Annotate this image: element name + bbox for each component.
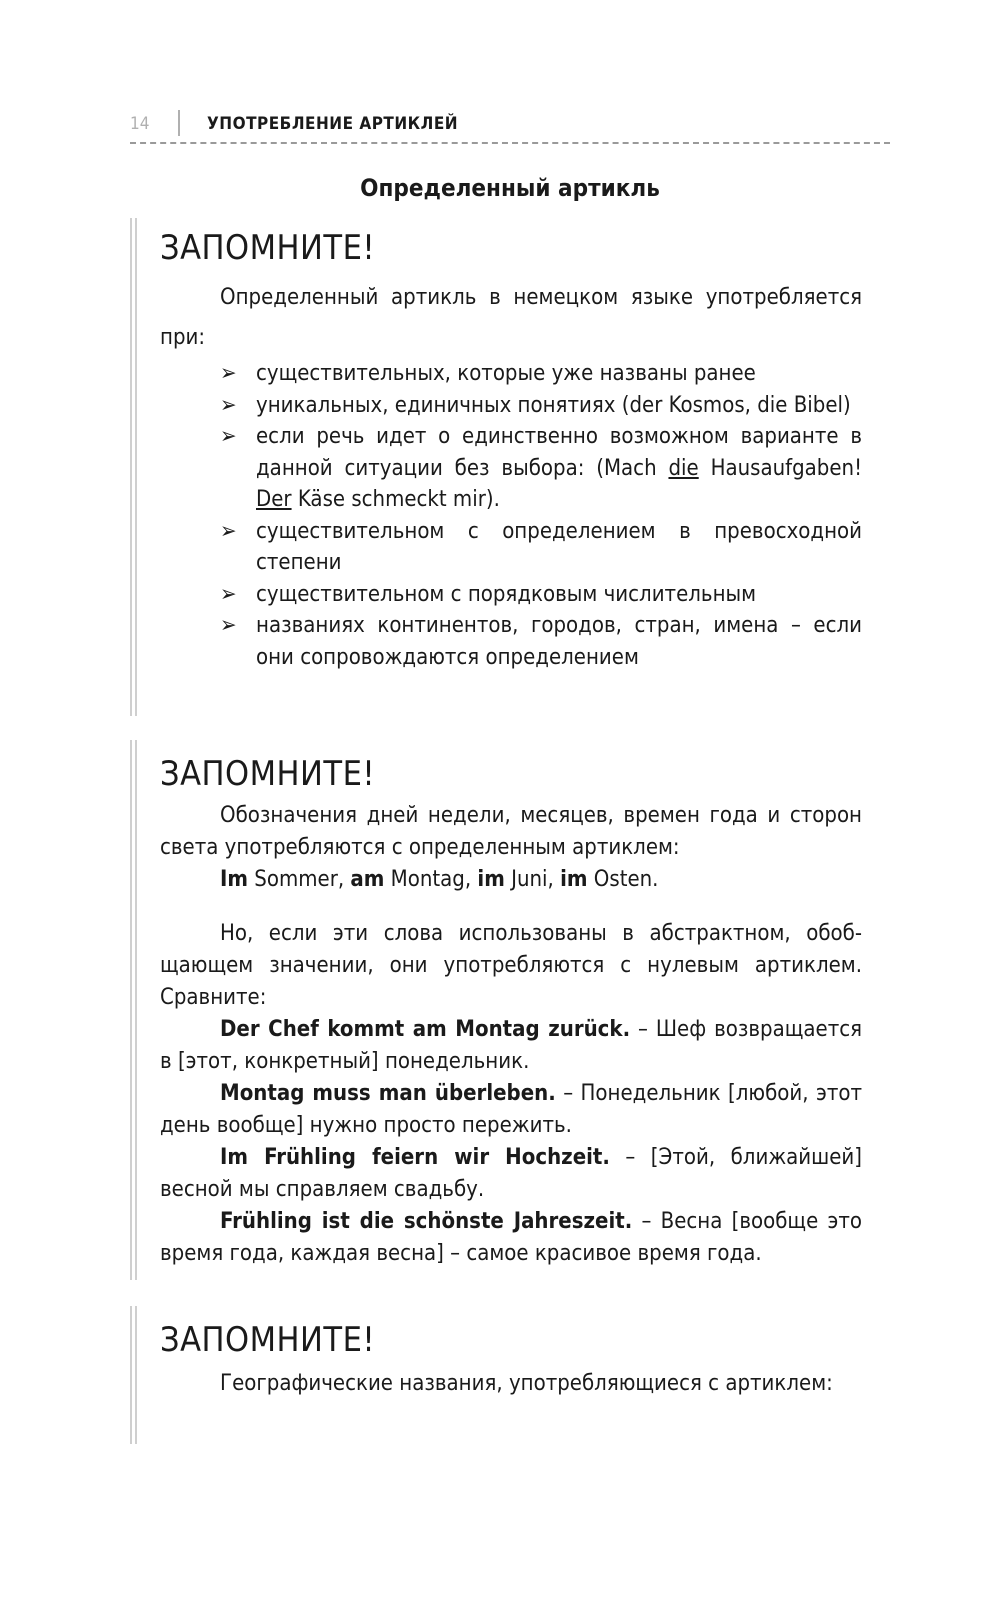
- remember-box-geographic-names: [130, 1306, 870, 1444]
- arrow-bullet-icon: ➢: [220, 392, 237, 418]
- box-heading: ЗАПОМНИТЕ!: [160, 228, 376, 268]
- box-side-bar: [130, 218, 137, 716]
- comparison-example: Im Frühling feiern wir Hochzeit. – [Этой, ближайшей] весной мы справляем свадьбу.: [160, 1145, 863, 1202]
- list-item: ➢ существительных, которые уже названы ранее: [160, 358, 862, 390]
- note-paragraph: Но, если эти слова использованы в абстрактном, обобщающем значении, они употребляются с нулевым артиклем. Сравните:: [160, 921, 862, 1010]
- list-item: ➢ названиях континентов, городов, стран, имена – если они сопровождаются определением: [160, 610, 862, 673]
- list-item: ➢ существительном с порядковым числительным: [160, 579, 862, 611]
- box-heading: ЗАПОМНИТЕ!: [160, 754, 376, 794]
- arrow-bullet-icon: ➢: [220, 613, 237, 638]
- box-intro: Определенный артикль в немецком языке употребляется при:: [160, 285, 862, 350]
- section-title: Определенный артикль: [360, 174, 660, 202]
- arrow-bullet-icon: ➢: [220, 518, 237, 544]
- arrow-bullet-icon: ➢: [220, 361, 237, 386]
- comparison-example: Frühling ist die schönste Jahreszeit. – Весна [вообще это время года, каждая весна] – самое красивое время года.: [160, 1209, 863, 1266]
- box-intro: Обозначения дней недели, месяцев, времен года и сторон света употребляются с определенным артиклем:: [160, 803, 862, 860]
- page-number: 14: [130, 114, 150, 134]
- list-item: ➢ если речь идет о единственно возможном варианте в данной ситуации без выбора: (Mach die Hausaufgaben! Der Käse schmeckt mir).: [160, 421, 862, 516]
- running-header: [130, 110, 890, 144]
- comparison-example: Montag muss man überleben. – Понедельник [любой, этот день вообще] нужно просто пережить.: [160, 1081, 862, 1138]
- remember-box-days-months: [130, 740, 870, 1280]
- box-side-bar: [130, 1306, 137, 1444]
- comparison-example: Der Chef kommt am Montag zurück. – Шеф возвращается в [этот, конкретный] понедельник.: [160, 1017, 863, 1074]
- list-item: ➢ уникальных, единичных понятиях (der Kosmos, die Bibel): [160, 390, 862, 422]
- box-side-bar: [130, 740, 137, 1280]
- arrow-bullet-icon: ➢: [220, 424, 237, 449]
- box-intro: Географические названия, употребляющиеся с артиклем:: [220, 1371, 833, 1396]
- box-heading: ЗАПОМНИТЕ!: [160, 1320, 376, 1360]
- list-item: ➢ существительном с определением в превосходной степени: [160, 516, 862, 579]
- header-separator: [178, 110, 180, 136]
- arrow-bullet-icon: ➢: [220, 581, 237, 607]
- example-line: Im Sommer, am Montag, im Juni, im Osten.: [220, 867, 659, 892]
- running-title: УПОТРЕБЛЕНИЕ АРТИКЛЕЙ: [207, 114, 459, 134]
- remember-box-definite-article: [130, 218, 870, 716]
- usage-list: [160, 358, 862, 673]
